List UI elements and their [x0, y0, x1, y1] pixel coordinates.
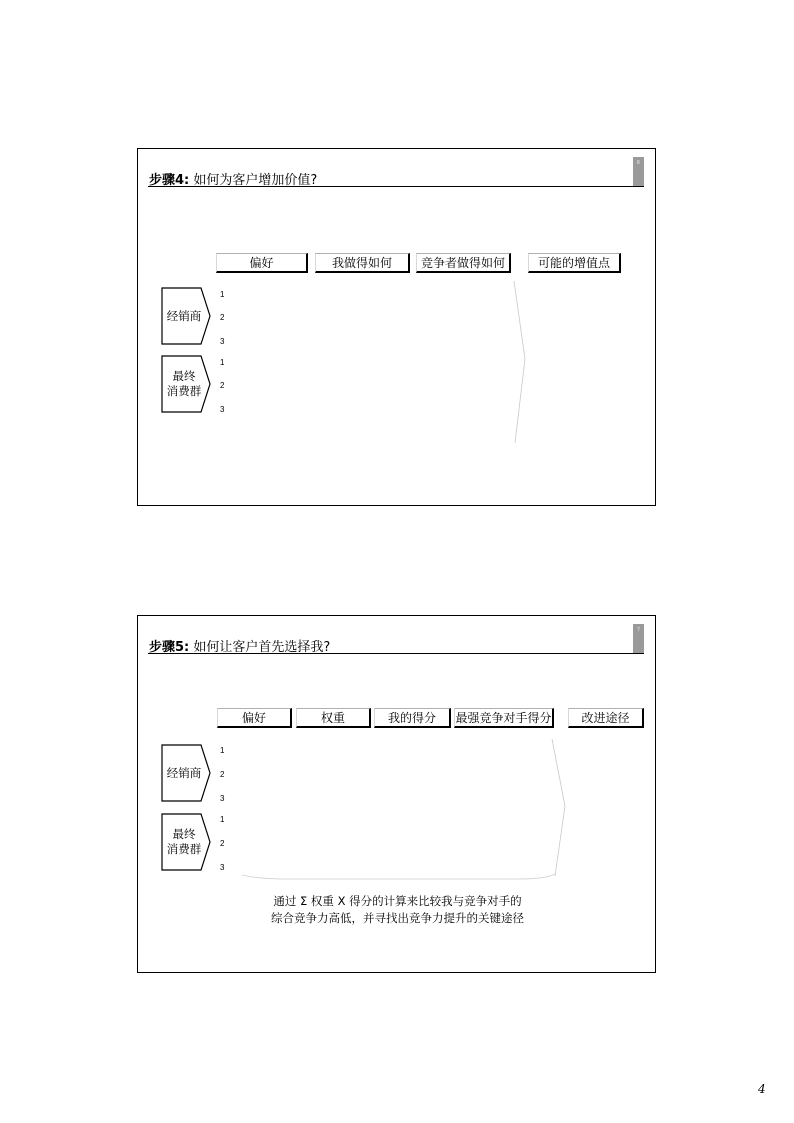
slide-title-text: 如何为客户增加价值?: [189, 173, 318, 188]
row-number: 2: [220, 770, 225, 779]
row-number: 2: [220, 313, 225, 322]
slide-title-text: 如何让客户首先选择我?: [189, 640, 331, 655]
header-my-performance: 我做得如何: [315, 253, 410, 273]
summary-note-line2: 综合竞争力高低，并寻找出竞争力提升的关键途径: [271, 911, 524, 925]
header-improvement-path: 改进途径: [568, 708, 644, 728]
row-number: 3: [220, 337, 225, 346]
right-chevron-outline: [138, 149, 657, 507]
header-my-score: 我的得分: [374, 708, 451, 728]
slide-number-tab: 7: [633, 624, 644, 653]
group-label-line2: 消费群: [166, 842, 202, 856]
slide-step-4: [137, 148, 656, 506]
group-label-line1: 经销商: [166, 308, 202, 323]
row-number: 3: [220, 405, 225, 414]
slide-number-tab: 6: [633, 157, 644, 186]
summary-note: [138, 893, 657, 927]
header-top-competitor-score: 最强竞争对手得分: [454, 708, 554, 728]
header-value-add-points: 可能的增值点: [528, 253, 621, 273]
header-preference: 偏好: [217, 708, 292, 728]
header-preference: 偏好: [216, 253, 308, 273]
row-number: 3: [220, 794, 225, 803]
group-label-line2: 消费群: [166, 384, 202, 398]
group-label-line1: 经销商: [166, 765, 202, 780]
slide-step-5: [137, 615, 656, 973]
header-weight: 权重: [296, 708, 371, 728]
row-number: 1: [220, 746, 225, 755]
row-number: 3: [220, 863, 225, 872]
page-number: 4: [758, 1082, 766, 1096]
header-competitor-performance: 竞争者做得如何: [416, 253, 511, 273]
row-number: 1: [220, 290, 225, 299]
row-number: 1: [220, 815, 225, 824]
slide-title-step: 步骤4:: [149, 173, 190, 188]
slide-title-step: 步骤5:: [149, 640, 190, 655]
group-label-line1: 最终: [172, 369, 196, 383]
row-number: 2: [220, 381, 225, 390]
row-number: 1: [220, 358, 225, 367]
row-number: 2: [220, 839, 225, 848]
group-label-line1: 最终: [172, 827, 196, 841]
summary-note-line1: 通过 Σ 权重 X 得分的计算来比较我与竞争对手的: [273, 894, 522, 908]
